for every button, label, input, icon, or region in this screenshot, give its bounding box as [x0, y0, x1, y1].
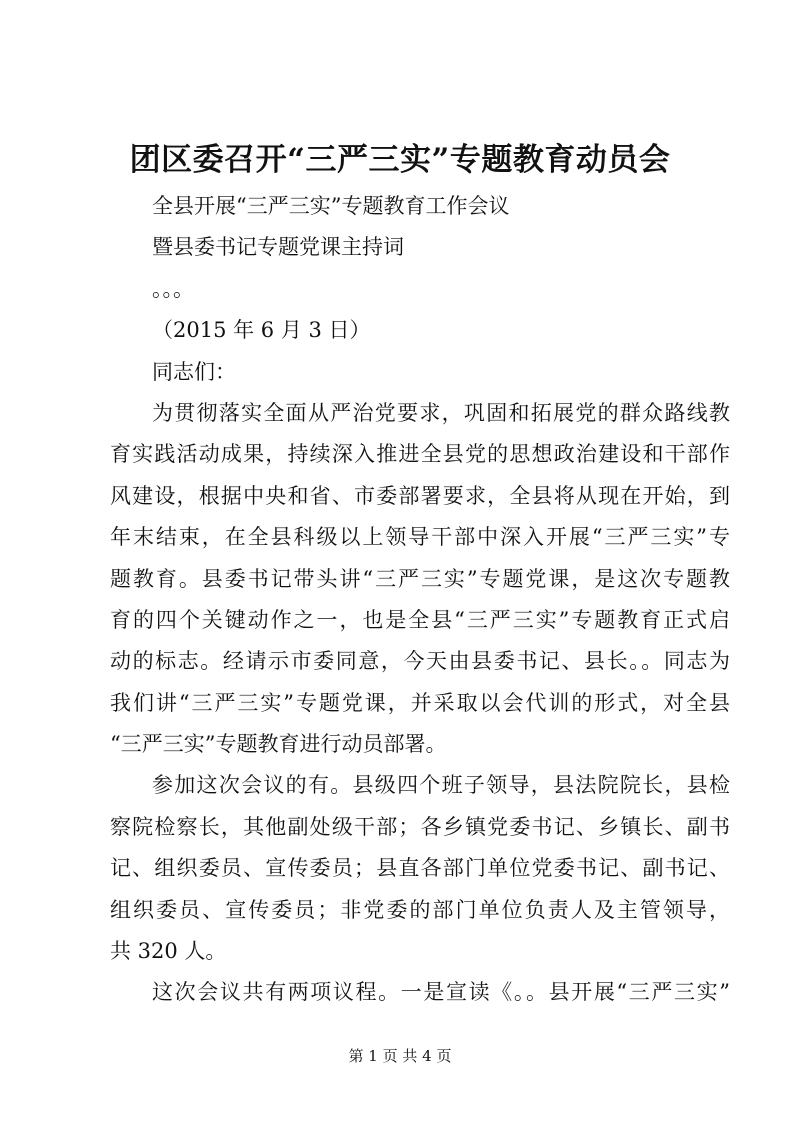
body-line: 。。。 [152, 276, 194, 301]
body-line: 动的标志。经请示市委同意，今天由县委书记、县长。。同志为 [110, 649, 730, 674]
body-line: （2015 年 6 月 3 日） [152, 318, 371, 343]
body-line: 同志们： [152, 359, 236, 384]
body-line: 题教育。县委书记带头讲“三严三实”专题党课，是这次专题教 [110, 566, 730, 591]
body-line: 这次会议共有两项议程。一是宣读《。。县开展“三严三实” [152, 980, 730, 1005]
body-line: 我们讲“三严三实”专题党课，并采取以会代训的形式，对全县 [110, 690, 730, 715]
body-line: 记、组织委员、宣传委员；县直各部门单位党委书记、副书记、 [110, 856, 730, 881]
body-line: 育实践活动成果，持续深入推进全县党的思想政治建设和干部作 [110, 442, 730, 467]
body-line: 全县开展“三严三实”专题教育工作会议 [152, 194, 510, 218]
document-body [110, 186, 730, 1014]
body-line: 参加这次会议的有。县级四个班子领导，县法院院长，县检 [152, 773, 730, 798]
body-line: 组织委员、宣传委员；非党委的部门单位负责人及主管领导， [110, 897, 730, 922]
page-footer: 第 1 页 共 4 页 [348, 1047, 452, 1065]
body-line: 共 320 人。 [110, 939, 227, 964]
body-line: 年末结束，在全县科级以上领导干部中深入开展“三严三实”专 [110, 525, 730, 550]
body-line: “三严三实”专题教育进行动员部署。 [110, 732, 447, 757]
body-line: 风建设，根据中央和省、市委部署要求，全县将从现在开始，到 [110, 483, 730, 508]
body-line: 为贯彻落实全面从严治党要求，巩固和拓展党的群众路线教 [152, 400, 730, 425]
body-line: 暨县委书记专题党课主持词 [152, 235, 404, 260]
body-line: 育的四个关键动作之一，也是全县“三严三实”专题教育正式启 [110, 607, 730, 632]
body-line: 察院检察长，其他副处级干部；各乡镇党委书记、乡镇长、副书 [110, 814, 730, 839]
document-title: 团区委召开“三严三实”专题教育动员会 [129, 142, 671, 178]
